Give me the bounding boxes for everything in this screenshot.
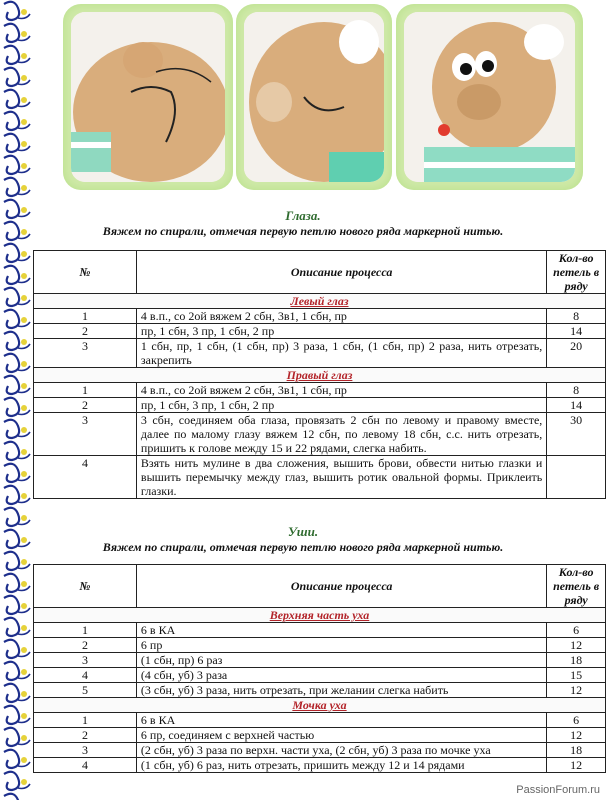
dot-ornament	[21, 603, 27, 609]
header-desc: Описание процесса	[136, 251, 546, 294]
dot-ornament	[21, 97, 27, 103]
dot-ornament	[21, 515, 27, 521]
subheader-ear-lobe: Мочка уха	[34, 698, 606, 713]
table-row	[34, 668, 606, 683]
row-number: 1	[34, 309, 137, 324]
table-row	[34, 413, 606, 456]
table-row	[34, 309, 606, 324]
table-header-row	[34, 565, 606, 608]
dot-ornament	[21, 427, 27, 433]
row-description: 3 сбн, соединяем оба глаза, провязать 2 сбн по левому и правому вместе, далее по малому глазу вяжем 12 сбн, по левому 18 сбн, с.с. нить отрезать, пришить к голове между 15 и 22 рядами, слегка набить.	[136, 413, 546, 456]
eyes-left-body	[34, 309, 606, 368]
swirl-ornament	[4, 750, 19, 768]
swirl-ornament	[4, 354, 19, 372]
dot-ornament	[21, 141, 27, 147]
dot-ornament	[21, 757, 27, 763]
swirl-ornament	[4, 662, 19, 680]
header-count: Кол-во петель в ряду	[547, 565, 606, 608]
row-description: (4 сбн, уб) 3 раза	[136, 668, 546, 683]
dot-ornament	[21, 9, 27, 15]
row-number: 1	[34, 383, 137, 398]
row-count: 30	[547, 413, 606, 456]
dot-ornament	[21, 251, 27, 257]
swirl-ornament	[4, 288, 19, 306]
dot-ornament	[21, 669, 27, 675]
dot-ornament	[21, 317, 27, 323]
dot-ornament	[21, 119, 27, 125]
swirl-ornament	[4, 596, 19, 614]
dot-ornament	[21, 383, 27, 389]
swirl-ornament	[4, 640, 19, 658]
row-description: (1 сбн, уб) 6 раз, нить отрезать, пришить между 12 и 14 рядами	[136, 758, 546, 773]
dot-ornament	[21, 471, 27, 477]
swirl-ornament	[4, 310, 19, 328]
row-description: пр, 1 сбн, 3 пр, 1 сбн, 2 пр	[136, 324, 546, 339]
row-description: Взять нить мулине в два сложения, вышить брови, обвести нитью глазки и вышить перемычку между глаз, вышить ротик овальной формы. Приклеить глазки.	[136, 456, 546, 499]
dot-ornament	[21, 339, 27, 345]
ears-table	[33, 564, 606, 773]
photo-strip	[63, 4, 583, 190]
photo-face-front	[396, 4, 583, 190]
row-count: 8	[547, 309, 606, 324]
row-number: 1	[34, 623, 137, 638]
row-count: 14	[547, 398, 606, 413]
swirl-ornament	[4, 90, 19, 108]
row-description: 6 в КА	[136, 623, 546, 638]
table-row	[34, 324, 606, 339]
eyes-table	[33, 250, 606, 499]
dot-ornament	[21, 405, 27, 411]
table-row	[34, 758, 606, 773]
row-description: (1 сбн, пр) 6 раз	[136, 653, 546, 668]
row-number: 2	[34, 398, 137, 413]
table-row	[34, 743, 606, 758]
table-row	[34, 398, 606, 413]
row-number: 1	[34, 713, 137, 728]
swirl-ornament	[4, 134, 19, 152]
swirl-ornament	[4, 706, 19, 724]
subheader-ear-top: Верхняя часть уха	[34, 608, 606, 623]
row-count: 12	[547, 683, 606, 698]
swirl-ornament	[4, 794, 19, 800]
swirl-ornament	[4, 376, 19, 394]
dot-ornament	[21, 361, 27, 367]
swirl-ornament	[4, 46, 19, 64]
row-count: 12	[547, 638, 606, 653]
swirl-ornament	[4, 156, 19, 174]
row-description: 1 сбн, пр, 1 сбн, (1 сбн, пр) 3 раза, 1 сбн, (1 сбн, пр) 2 раза, нить отрезать, закрепить	[136, 339, 546, 368]
row-number: 4	[34, 456, 137, 499]
row-count: 15	[547, 668, 606, 683]
header-count: Кол-во петель в ряду	[547, 251, 606, 294]
swirl-ornament	[4, 24, 19, 42]
swirl-ornament	[4, 486, 19, 504]
ears-top-body	[34, 623, 606, 698]
swirl-ornament	[4, 684, 19, 702]
dot-ornament	[21, 493, 27, 499]
table-row	[34, 456, 606, 499]
watermark: PassionForum.ru	[516, 784, 600, 796]
swirl-ornament	[4, 420, 19, 438]
dot-ornament	[21, 559, 27, 565]
subheader-left-eye: Левый глаз	[34, 294, 606, 309]
dot-ornament	[21, 273, 27, 279]
dot-ornament	[21, 647, 27, 653]
row-description: 6 в КА	[136, 713, 546, 728]
swirl-ornament	[4, 178, 19, 196]
dot-ornament	[21, 53, 27, 59]
row-count: 14	[547, 324, 606, 339]
section-subtitle-eyes: Вяжем по спирали, отмечая первую петлю нового ряда маркерной нитью.	[102, 224, 504, 238]
row-description: 6 пр	[136, 638, 546, 653]
header-num: №	[34, 251, 137, 294]
row-number: 2	[34, 324, 137, 339]
row-count: 6	[547, 713, 606, 728]
row-count: 12	[547, 758, 606, 773]
row-number: 4	[34, 668, 137, 683]
subheader-right-eye: Правый глаз	[34, 368, 606, 383]
table-row	[34, 713, 606, 728]
row-description: пр, 1 сбн, 3 пр, 1 сбн, 2 пр	[136, 398, 546, 413]
photo-head-back	[63, 4, 233, 190]
table-row	[34, 653, 606, 668]
row-count: 18	[547, 743, 606, 758]
table-row	[34, 339, 606, 368]
dot-ornament	[21, 163, 27, 169]
row-number: 5	[34, 683, 137, 698]
dot-ornament	[21, 449, 27, 455]
swirl-ornament	[4, 772, 19, 790]
table-row	[34, 683, 606, 698]
table-row	[34, 638, 606, 653]
dot-ornament	[21, 691, 27, 697]
swirl-ornament	[4, 266, 19, 284]
header-desc: Описание процесса	[136, 565, 546, 608]
dot-ornament	[21, 625, 27, 631]
row-number: 2	[34, 728, 137, 743]
swirl-ornament	[4, 332, 19, 350]
dot-ornament	[21, 75, 27, 81]
row-count: 20	[547, 339, 606, 368]
swirl-ornament	[4, 618, 19, 636]
row-description: 6 пр, соединяем с верхней частью	[136, 728, 546, 743]
row-count: 18	[547, 653, 606, 668]
row-count: 6	[547, 623, 606, 638]
decorative-border	[0, 0, 34, 800]
row-description: (3 сбн, уб) 3 раза, нить отрезать, при желании слегка набить	[136, 683, 546, 698]
row-description: 4 в.п., со 2ой вяжем 2 сбн, 3в1, 1 сбн, пр	[136, 309, 546, 324]
swirl-ornament	[4, 68, 19, 86]
swirl-ornament	[4, 244, 19, 262]
row-description: (2 сбн, уб) 3 раза по верхн. части уха, (2 сбн, уб) 3 раза по мочке уха	[136, 743, 546, 758]
table-row	[34, 623, 606, 638]
row-number: 3	[34, 653, 137, 668]
swirl-ornament	[4, 728, 19, 746]
ears-lobe-body	[34, 713, 606, 773]
row-count: 12	[547, 728, 606, 743]
table-header-row	[34, 251, 606, 294]
swirl-ornament	[4, 574, 19, 592]
dot-ornament	[21, 779, 27, 785]
swirl-ornament	[4, 398, 19, 416]
row-number: 3	[34, 743, 137, 758]
dot-ornament	[21, 185, 27, 191]
section-title-eyes: Глаза.	[285, 208, 321, 223]
row-number: 2	[34, 638, 137, 653]
row-number: 4	[34, 758, 137, 773]
swirl-ornament	[4, 2, 19, 20]
header-num: №	[34, 565, 137, 608]
photo-head-side	[236, 4, 392, 190]
swirl-ornament	[4, 112, 19, 130]
dot-ornament	[21, 295, 27, 301]
row-description: 4 в.п., со 2ой вяжем 2 сбн, 3в1, 1 сбн, пр	[136, 383, 546, 398]
table-row	[34, 383, 606, 398]
eyes-right-body	[34, 383, 606, 499]
row-count: 8	[547, 383, 606, 398]
dot-ornament	[21, 31, 27, 37]
table-row	[34, 728, 606, 743]
row-count	[547, 456, 606, 499]
row-number: 3	[34, 413, 137, 456]
dot-ornament	[21, 581, 27, 587]
section-title-ears: Уши.	[287, 524, 319, 539]
dot-ornament	[21, 713, 27, 719]
dot-ornament	[21, 735, 27, 741]
section-subtitle-ears: Вяжем по спирали, отмечая первую петлю нового ряда маркерной нитью.	[102, 540, 504, 554]
swirl-ornament	[4, 464, 19, 482]
swirl-ornament	[4, 442, 19, 460]
row-number: 3	[34, 339, 137, 368]
